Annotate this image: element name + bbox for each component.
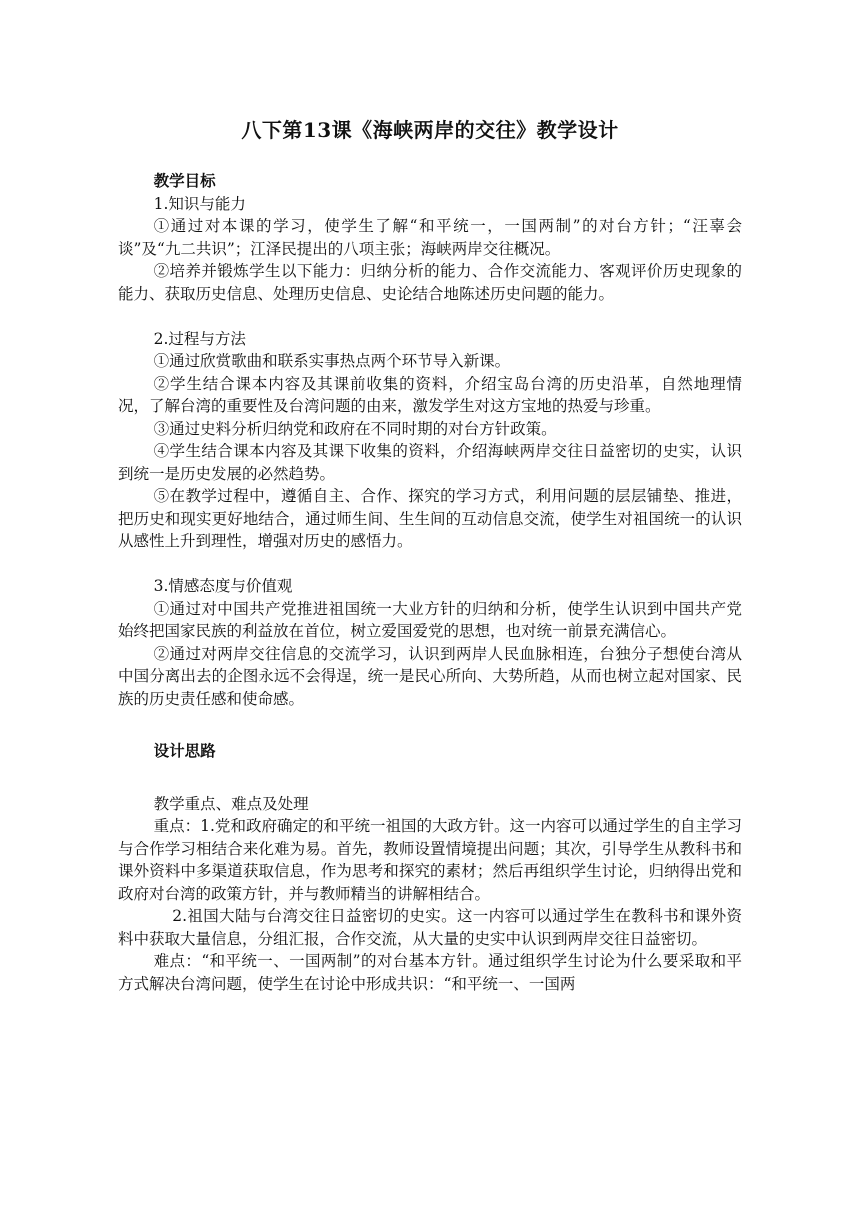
document-body <box>118 170 742 995</box>
paragraph: ①通过对中国共产党推进祖国统一大业方针的归纳和分析，使学生认识到中国共产党始终把国家民族的利益放在首位，树立爱国爱党的思想，也对统一前景充满信心。 <box>118 599 742 640</box>
paragraph: ②学生结合课本内容及其课前收集的资料，介绍宝岛台湾的历史沿革，自然地理情况，了解台湾的重要性及台湾问题的由来，激发学生对这方宝地的热爱与珍重。 <box>118 374 742 415</box>
paragraph: 2.祖国大陆与台湾交往日益密切的史实。这一内容可以通过学生在教科书和课外资料中获取大量信息，分组汇报，合作交流，从大量的史实中认识到两岸交往日益密切。 <box>118 907 742 948</box>
subheading-keypoints: 教学重点、难点及处理 <box>153 794 309 813</box>
spacer <box>118 553 742 576</box>
section-heading-goals: 教学目标 <box>153 171 216 190</box>
subheading-process: 2.过程与方法 <box>153 329 246 348</box>
paragraph: ①通过对本课的学习，使学生了解“和平统一，一国两制”的对台方针；“汪辜会谈”及“九二共识”；江泽民提出的八项主张；海峡两岸交往概况。 <box>118 217 742 258</box>
paragraph: ④学生结合课本内容及其课下收集的资料，介绍海峡两岸交往日益密切的史实，认识到统一是历史发展的必然趋势。 <box>118 442 742 483</box>
paragraph: 重点：1.党和政府确定的和平统一祖国的大政方针。这一内容可以通过学生的自主学习与合作学习相结合来化难为易。首先，教师设置情境提出问题；其次，引导学生从教科书和课外资料中多渠道获取信息，作为思考和探究的素材；然后再组织学生讨论，归纳得出党和政府对台湾的政策方针，并与教师精当的讲解相结合。 <box>118 817 742 903</box>
paragraph: ③通过史料分析归纳党和政府在不同时期的对台方针政策。 <box>153 419 557 438</box>
spacer <box>118 763 742 793</box>
paragraph: ②培养并锻炼学生以下能力：归纳分析的能力、合作交流能力、客观评价历史现象的能力、获取历史信息、处理历史信息、史论结合地陈述历史问题的能力。 <box>118 262 742 303</box>
section-heading-design: 设计思路 <box>153 741 216 760</box>
document-title: 八下第13课《海峡两岸的交往》教学设计 <box>241 118 619 142</box>
subheading-emotion: 3.情感态度与价值观 <box>153 577 293 595</box>
spacer <box>118 710 742 740</box>
paragraph: 难点：“和平统一、一国两制”的对台基本方针。通过组织学生讨论为什么要采取和平方式解决台湾问题，使学生在讨论中形成共识：“和平统一、一国两 <box>118 952 742 993</box>
subheading-knowledge: 1.知识与能力 <box>153 194 246 213</box>
paragraph: ①通过欣赏歌曲和联系实事热点两个环节导入新课。 <box>153 352 511 370</box>
paragraph: ②通过对两岸交往信息的交流学习，认识到两岸人民血脉相连，台独分子想使台湾从中国分离出去的企图永远不会得逞，统一是民心所向、大势所趋，从而也树立起对国家、民族的历史责任感和使命感。 <box>118 644 742 708</box>
spacer <box>118 305 742 328</box>
paragraph: ⑤在教学过程中，遵循自主、合作、探究的学习方式，利用问题的层层铺垫、推进，把历史和现实更好地结合，通过师生间、生生间的互动信息交流，使学生对祖国统一的认识从感性上升到理性，增强对历史的感悟力。 <box>118 487 742 550</box>
